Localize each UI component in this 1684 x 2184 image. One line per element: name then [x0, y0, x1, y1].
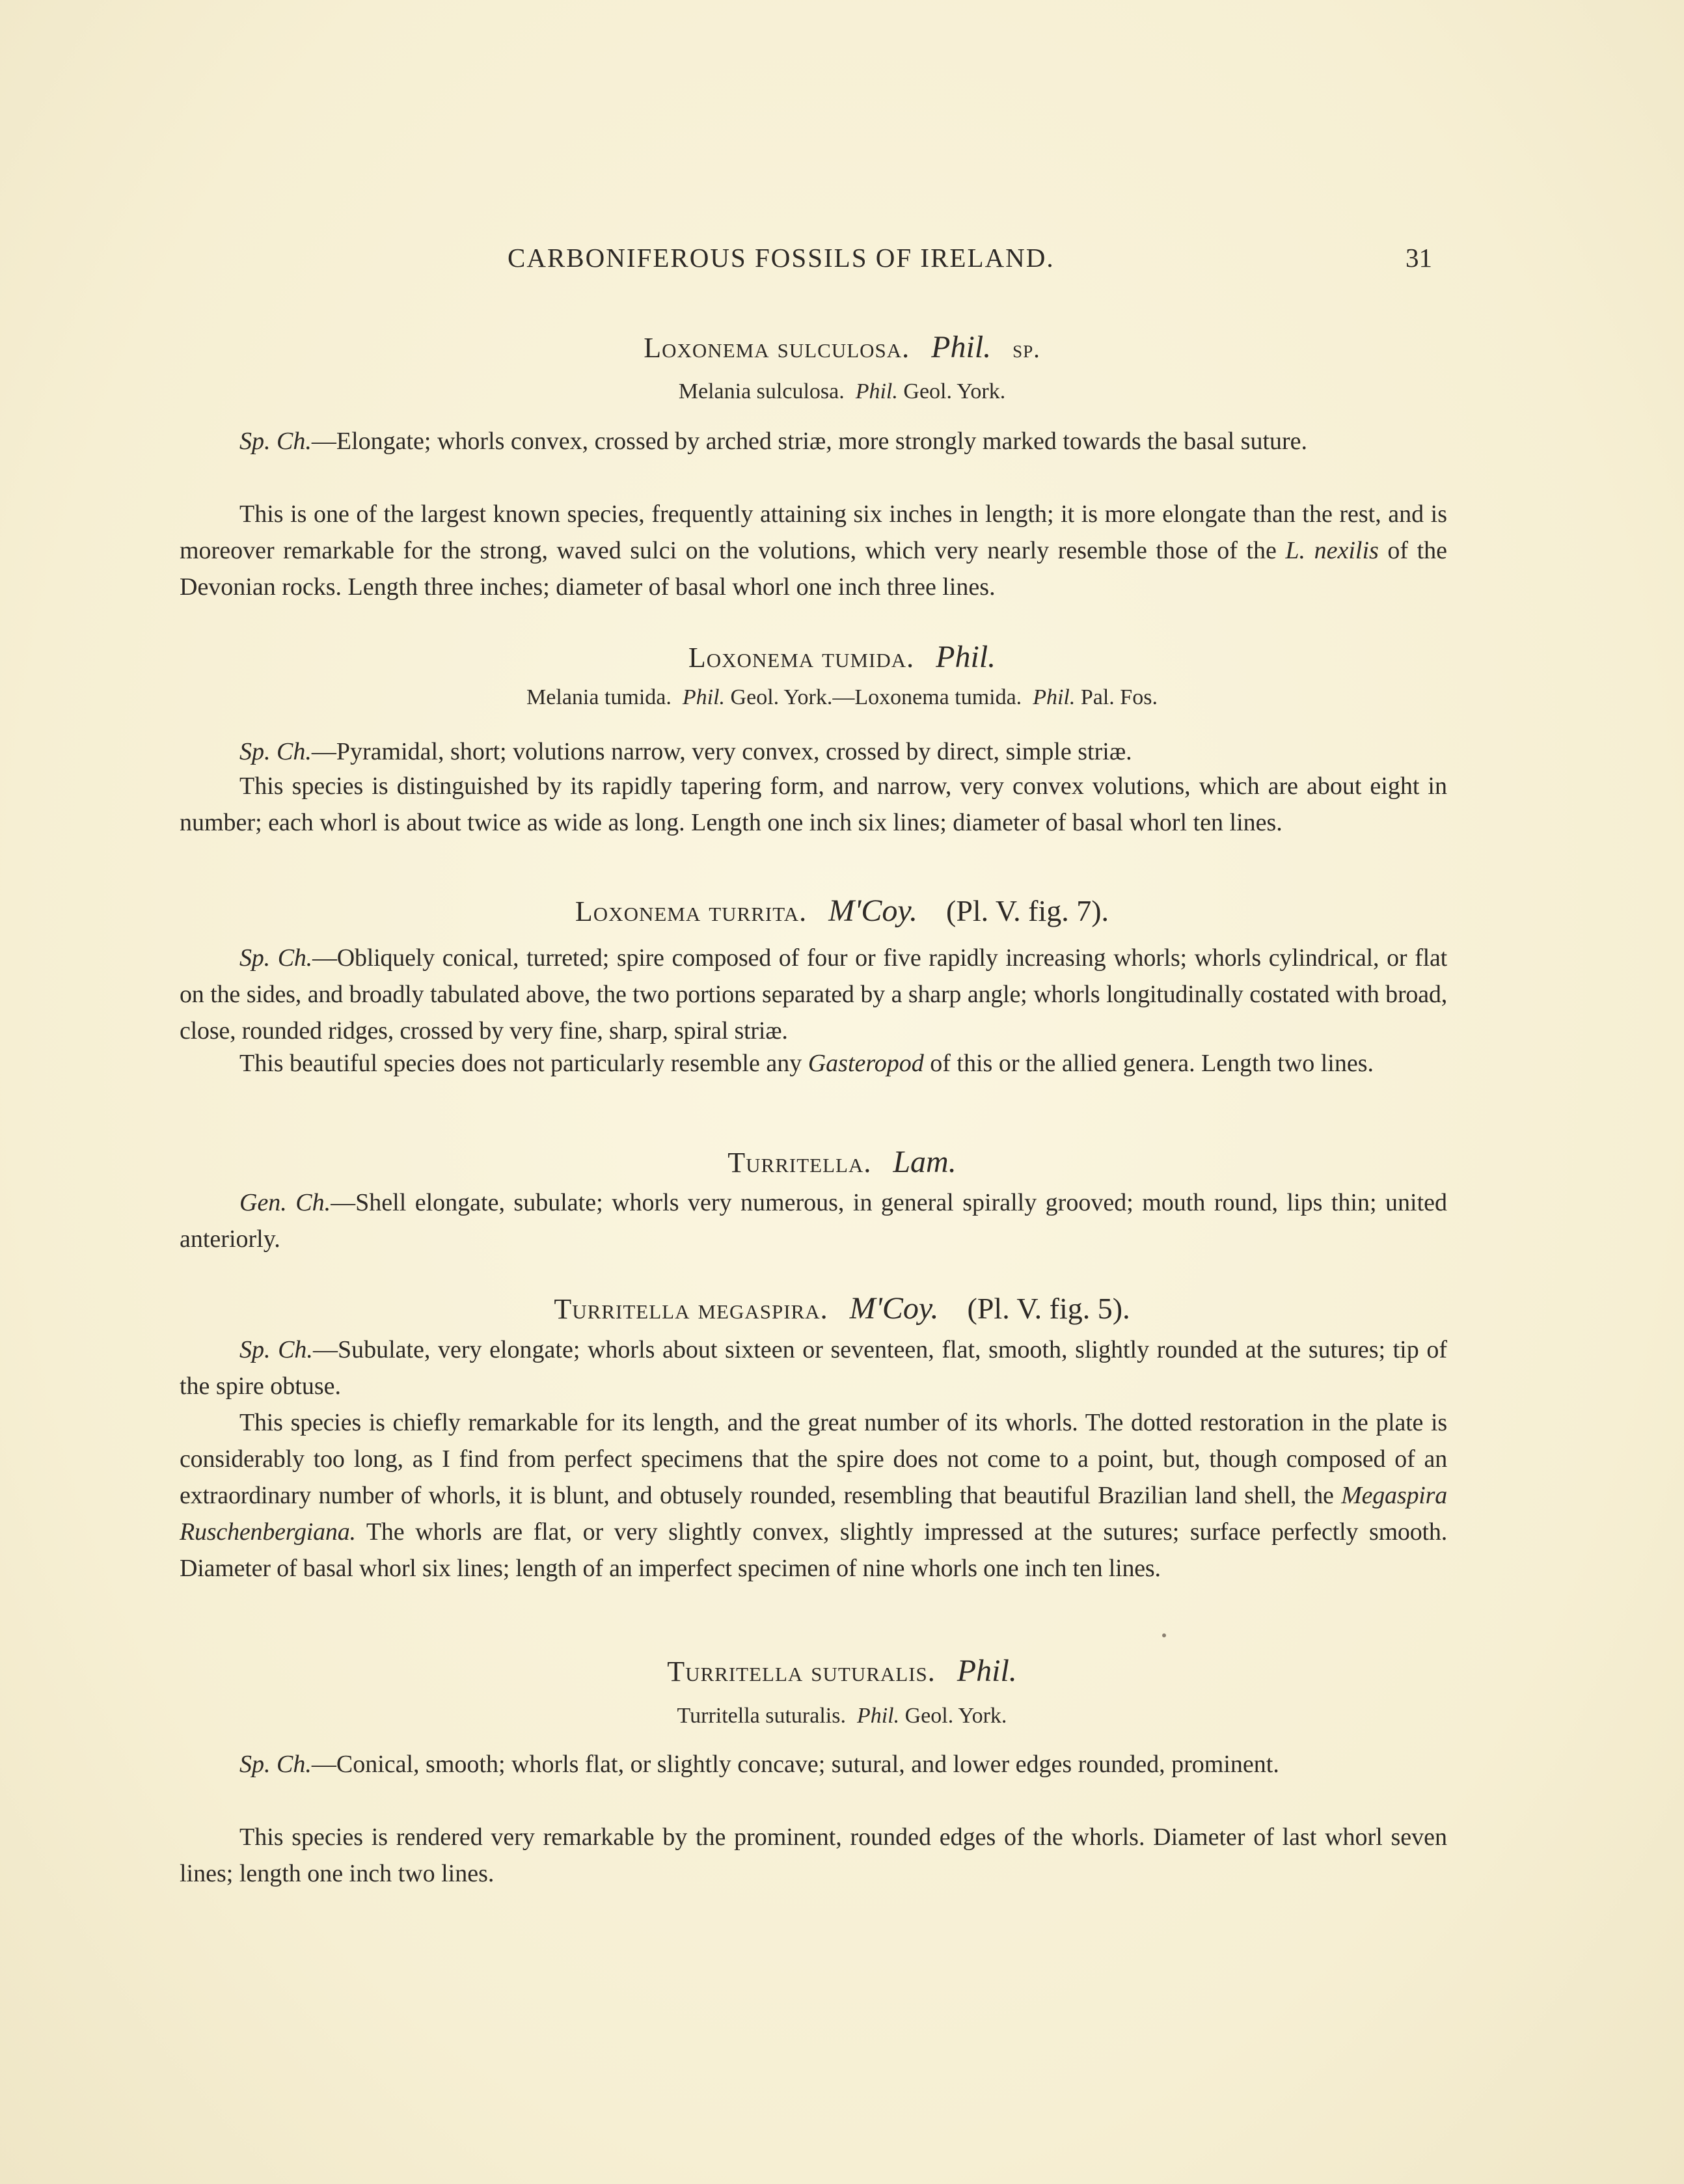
species-name: Loxonema tumida. — [688, 642, 915, 674]
characters-text: —Subulate, very elongate; whorls about sixteen or seventeen, flat, smooth, slightly rounded at the sutures; tip of the spire obtuse. — [180, 1336, 1447, 1400]
synonymy-line — [0, 379, 1684, 404]
plate-reference: (Pl. V. fig. 7). — [946, 894, 1109, 927]
synonym-author: Phil. — [682, 685, 726, 709]
description-text: This species is distinguished by its rapidly tapering form, and narrow, very convex volutions, which are about eight in number; each whorl is about twice as wide as long. Length one inch six lines; diameter of basal whorl ten lines. — [180, 772, 1447, 836]
species-name: Loxonema turrita. — [575, 895, 808, 927]
species-characters — [180, 733, 1447, 770]
species-description — [180, 768, 1447, 841]
description-text: This is one of the largest known species, frequently attaining six inches in length; it is more elongate than the rest, and is moreover remarkable for the strong, waved sulci on the volutions, which very nearly resemble those of the — [180, 500, 1447, 564]
characters-label: Sp. Ch. — [239, 738, 312, 765]
characters-label: Sp. Ch. — [239, 428, 312, 455]
synonym-name: Turritella suturalis. — [677, 1704, 846, 1728]
species-description — [180, 1045, 1447, 1082]
species-author: Phil. — [936, 640, 996, 674]
species-heading-loxonema-turrita — [0, 893, 1684, 929]
genus-heading-turritella — [0, 1144, 1684, 1180]
characters-text: —Pyramidal, short; volutions narrow, very convex, crossed by direct, simple striæ. — [311, 738, 1132, 765]
genus-author: Lam. — [893, 1145, 957, 1179]
species-name: Turritella suturalis. — [667, 1656, 936, 1687]
characters-text: —Conical, smooth; whorls flat, or slightly concave; sutural, and lower edges rounded, prominent. — [311, 1751, 1279, 1778]
synonymy-line — [0, 1704, 1684, 1728]
species-characters — [180, 1746, 1447, 1782]
species-name: Turritella megaspira. — [554, 1293, 828, 1325]
species-heading-loxonema-sulculosa — [0, 329, 1684, 365]
synonym-name: Melania tumida. — [526, 685, 672, 709]
running-title: CARBONIFEROUS FOSSILS OF IRELAND. — [508, 243, 1055, 273]
characters-label: Sp. Ch. — [239, 1336, 313, 1363]
synonym-name: Melania sulculosa. — [678, 379, 845, 403]
synonym-reference: Geol. York.—Loxonema tumida. — [730, 685, 1022, 709]
species-description — [180, 1819, 1447, 1892]
characters-text: —Obliquely conical, turreted; spire composed of four or five rapidly increasing whorls; whorls cylindrical, or flat on the sides, and broadly tabulated above, the two portions separated by a sharp angle; whorls longitudinally costated with broad, close, rounded ridges, crossed by very fine, sharp, spiral striæ. — [180, 944, 1447, 1044]
species-author: Phil. — [957, 1654, 1017, 1688]
synonym-author: Phil. — [855, 379, 898, 403]
synonym-author-2: Phil. — [1033, 685, 1076, 709]
species-heading-turritella-suturalis — [0, 1653, 1684, 1689]
print-speck — [1162, 1633, 1166, 1637]
species-name: Loxonema sulculosa. — [644, 332, 910, 364]
description-text-continued: The whorls are flat, or very slightly convex, slightly impressed at the sutures; surface perfectly smooth. Diameter of basal whorl six lines; length of an imperfect specimen of nine whorls one inch ten lines. — [180, 1518, 1447, 1582]
species-heading-loxonema-tumida — [0, 639, 1684, 675]
species-author: Phil. — [931, 330, 992, 364]
species-author: M'Coy. — [828, 894, 917, 928]
characters-label: Gen. Ch. — [239, 1189, 331, 1216]
species-suffix: sp. — [1012, 336, 1040, 363]
description-italic-name: Gasteropod — [808, 1050, 924, 1077]
description-text: This species is rendered very remarkable by the prominent, rounded edges of the whorls. Diameter of last whorl seven lines; length one inch two lines. — [180, 1823, 1447, 1887]
species-characters — [180, 1331, 1447, 1404]
synonymy-line — [0, 685, 1684, 710]
species-description — [180, 1404, 1447, 1587]
synonym-reference-2: Pal. Fos. — [1080, 685, 1158, 709]
genus-name: Turritella. — [727, 1147, 872, 1179]
characters-text: —Elongate; whorls convex, crossed by arched striæ, more strongly marked towards the basal suture. — [311, 428, 1308, 455]
page-number: 31 — [1406, 243, 1432, 273]
characters-label: Sp. Ch. — [239, 1751, 312, 1778]
characters-label: Sp. Ch. — [239, 944, 312, 972]
description-text: This beautiful species does not particularly resemble any — [239, 1050, 808, 1077]
synonym-reference: Geol. York. — [903, 379, 1006, 403]
description-italic-name: Megaspira Ruschenbergiana. — [180, 1482, 1447, 1546]
plate-reference: (Pl. V. fig. 5). — [967, 1292, 1130, 1325]
synonym-reference: Geol. York. — [904, 1704, 1007, 1728]
description-text-continued: of the Devonian rocks. Length three inches; diameter of basal whorl one inch three lines. — [180, 537, 1448, 601]
species-characters — [180, 423, 1447, 459]
description-text: This species is chiefly remarkable for its length, and the great number of its whorls. The dotted restoration in the plate is considerably too long, as I find from perfect specimens that the spire does not come to a point, but, though composed of an extraordinary number of whorls, it is blunt, and obtusely rounded, resembling that beautiful Brazilian land shell, the — [180, 1409, 1447, 1509]
species-description — [180, 496, 1447, 605]
description-italic-name: L. nexilis — [1285, 537, 1379, 564]
species-characters — [180, 940, 1447, 1049]
species-author: M'Coy. — [849, 1291, 939, 1326]
description-text-continued: of this or the allied genera. Length two lines. — [923, 1050, 1374, 1077]
species-heading-turritella-megaspira — [0, 1290, 1684, 1326]
genus-characters — [180, 1184, 1447, 1257]
characters-text: —Shell elongate, subulate; whorls very numerous, in general spirally grooved; mouth round, lips thin; united anteriorly. — [180, 1189, 1447, 1253]
synonym-author: Phil. — [856, 1704, 900, 1728]
